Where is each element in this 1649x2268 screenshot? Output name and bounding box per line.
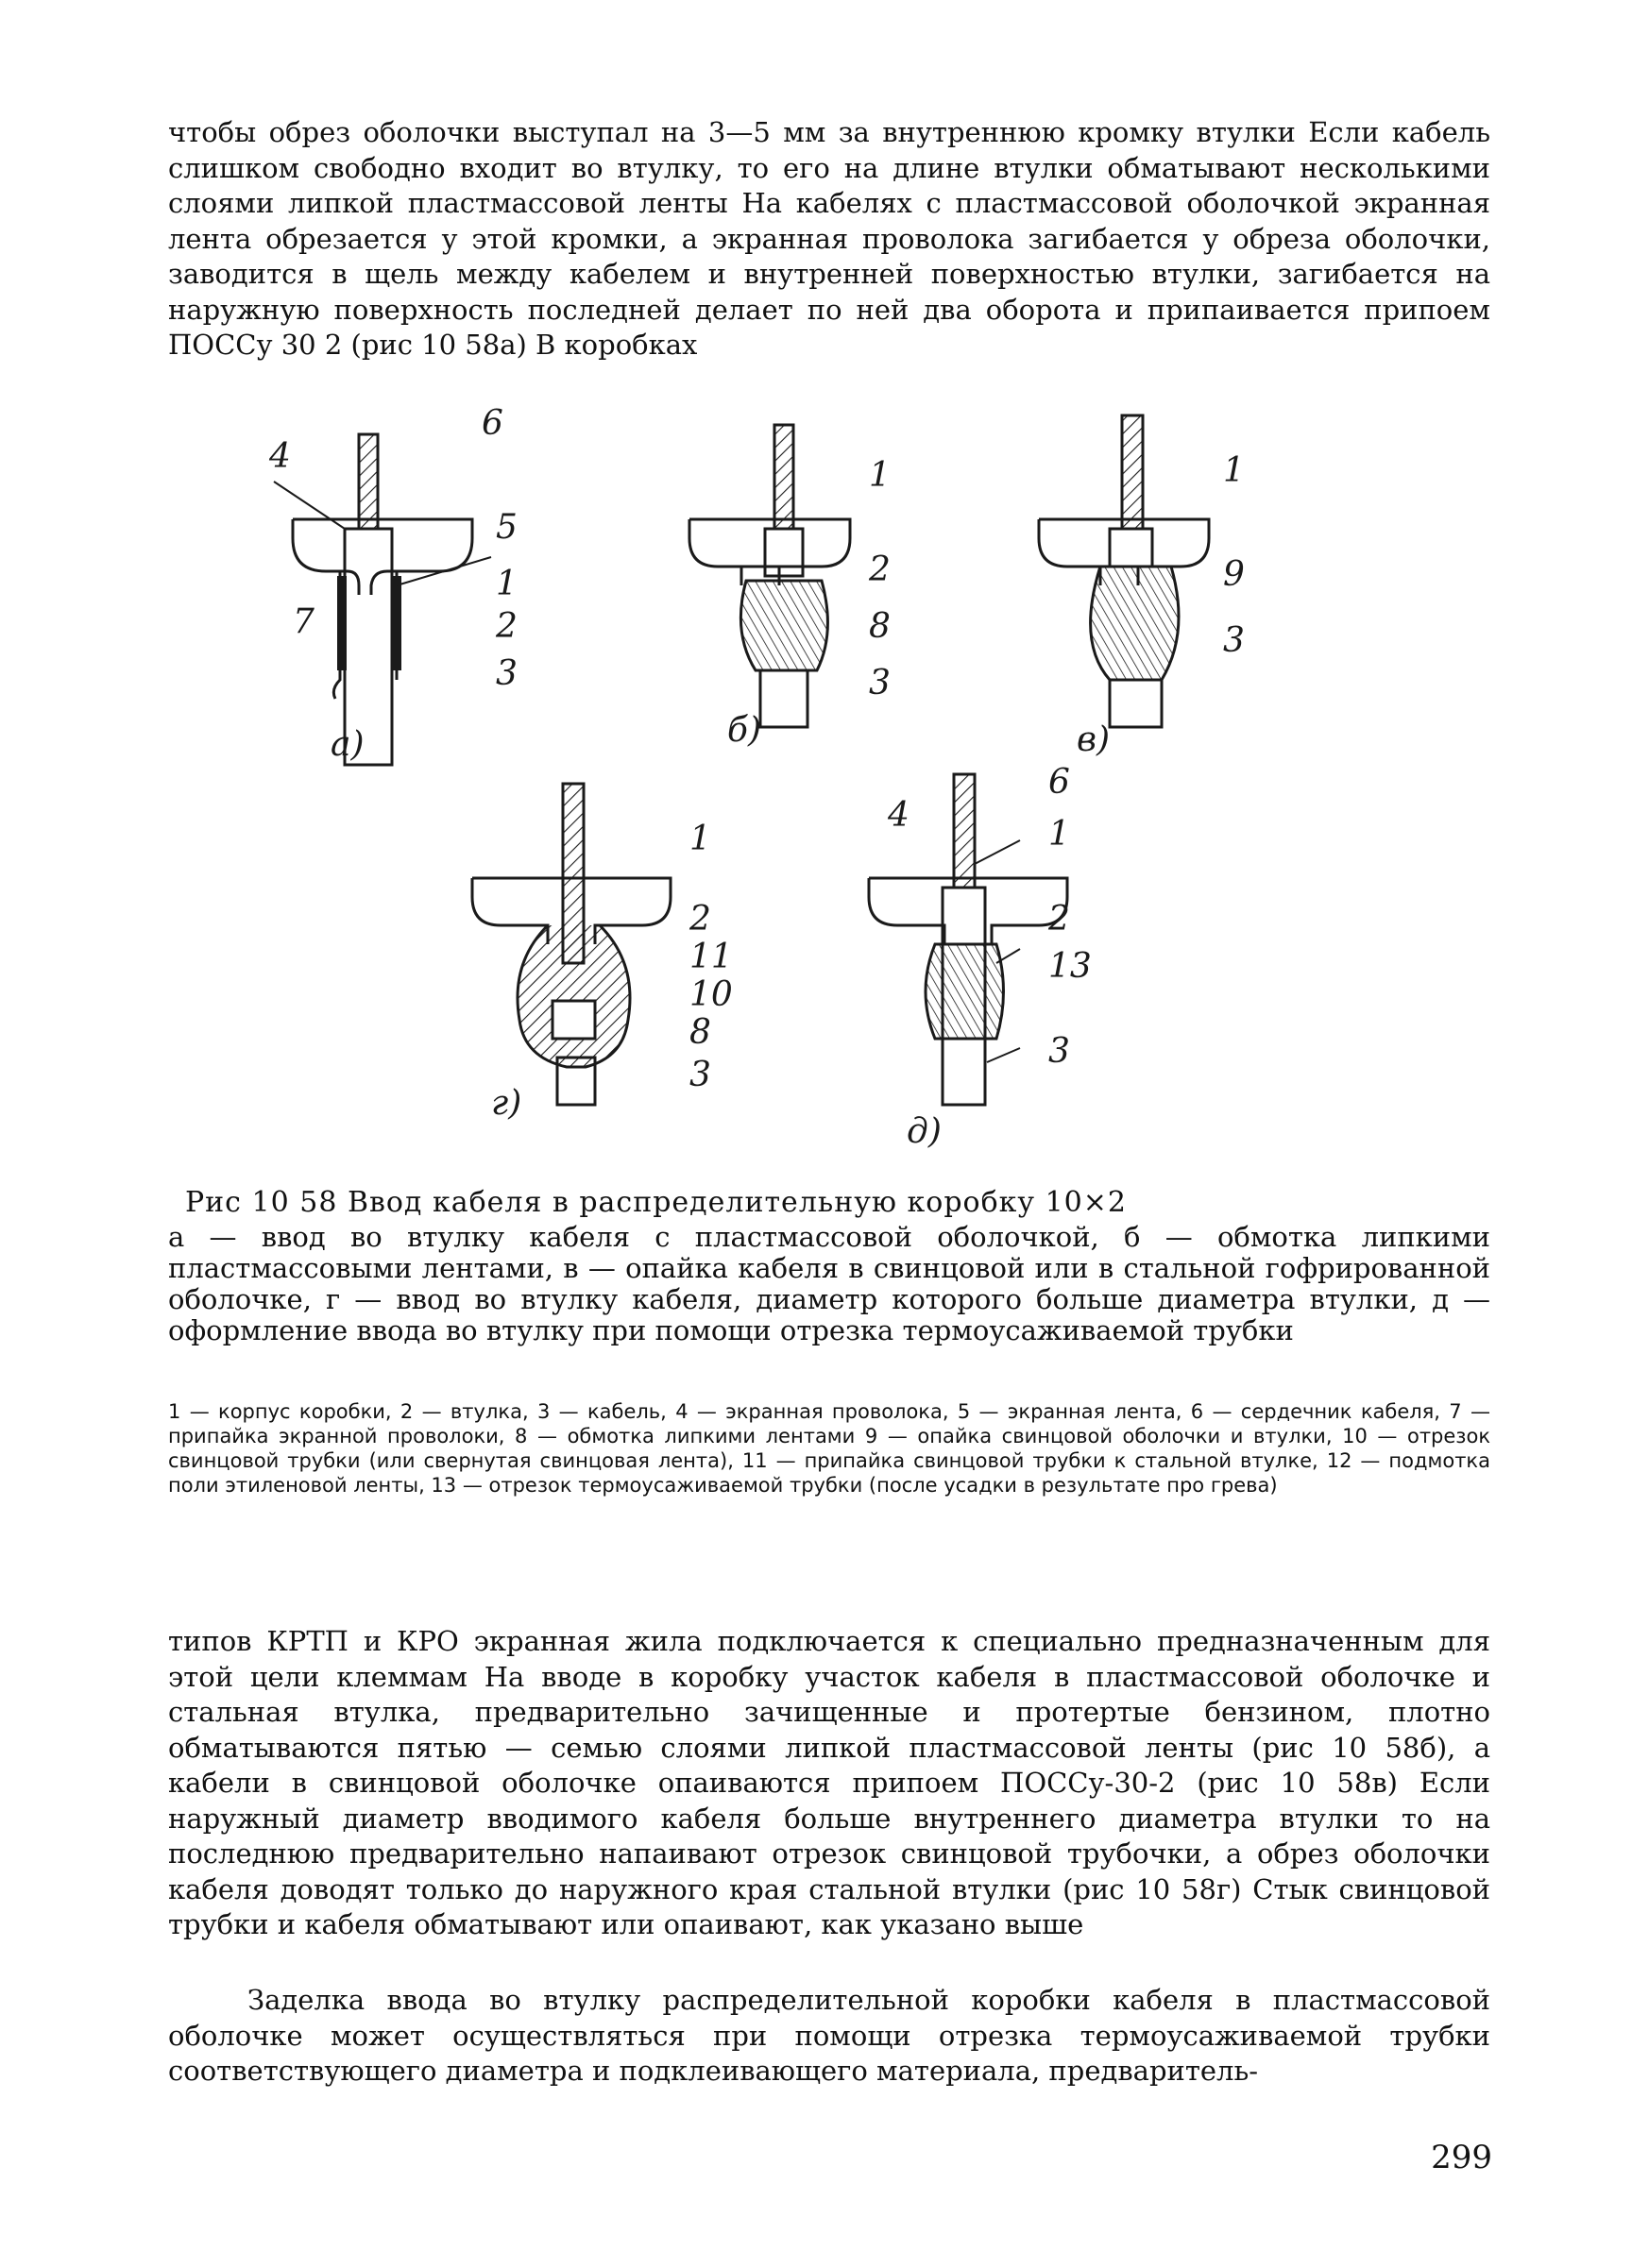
label-g-letter: г) (491, 1084, 522, 1123)
label-g-1: 1 (689, 820, 711, 858)
label-g-8: 8 (689, 1013, 711, 1052)
label-g-3: 3 (689, 1056, 711, 1094)
label-a-letter: а) (331, 725, 365, 764)
label-a-3: 3 (496, 654, 518, 693)
label-v-letter: в) (1077, 720, 1110, 759)
label-d-3: 3 (1048, 1032, 1070, 1071)
label-g-10: 10 (689, 975, 733, 1014)
label-a-6: 6 (482, 404, 503, 443)
bottom-paragraph-1: типов КРТП и КРО экранная жила подключается к специально предназначенным для этой цели клеммам На вводе в коробку участок кабеля в пластмассовой оболочке и стальная втулка, предварительно зачищенные и протертые бензином, плотно обматываются пятью — семью слоями липкой пластмассовой ленты (рис 10 58б), а кабели в свинцовой оболочке опаиваются припоем ПОССу-30-2 (рис 10 58в) Если наружный диаметр вводимого кабеля больше внутреннего диаметра втулки то на последнюю предварительно напаивают отрезок свинцовой трубочки, а обрез оболочки кабеля доводят только до наружного края стальной втулки (рис 10 58г) Стык свинцовой трубки и кабеля обматывают или опаивают, как указано выше (168, 1625, 1490, 1940)
label-d-2: 2 (1048, 900, 1070, 939)
figure-caption-body: а — ввод во втулку кабеля с пластмассовой оболочкой, б — обмотка липкими пластмассовыми лентами, в — опайка кабеля в свинцовой или в стальной гофрированной оболочке, г — ввод во втулку кабеля, диаметр которого больше диаметра втулки, д — оформление ввода во втулку при помощи отрезка термоусаживаемой трубки (168, 1221, 1490, 1346)
label-b-1: 1 (869, 456, 891, 495)
top-paragraph: чтобы обрез оболочки выступал на 3—5 мм за внутреннюю кромку втулки Если кабель слишком свободно входит во втулку, то его на длине втулки обматывают несколькими слоями липкой пластмассовой ленты На кабелях с пластмассовой оболочкой экранная лента обрезается у этой кромки, а экранная проволока загибается у обреза оболочки, заводится в щель между кабелем и внутренней поверхностью втулки, загибается на наружную поверхность последней делает по ней два оборота и припаивается припоем ПОССу 30 2 (рис 10 58а) В коробках (168, 116, 1490, 361)
variant-g-drawing (472, 784, 733, 1123)
label-a-7: 7 (293, 602, 314, 641)
variant-b-drawing (689, 425, 891, 750)
label-v-3: 3 (1223, 621, 1245, 660)
label-d-13: 13 (1048, 947, 1092, 986)
label-g-11: 11 (689, 938, 733, 976)
label-v-1: 1 (1223, 451, 1245, 490)
label-a-5: 5 (496, 508, 518, 547)
label-d-4: 4 (888, 796, 910, 835)
label-b-8: 8 (869, 607, 891, 646)
label-b-2: 2 (869, 550, 891, 589)
figure-caption-title: Рис 10 58 Ввод кабеля в распределительную коробку 10×2 (185, 1186, 1127, 1219)
label-a-2: 2 (496, 607, 518, 646)
figure-legend: 1 — корпус коробки, 2 — втулка, 3 — кабель, 4 — экранная проволока, 5 — экранная лента, 6 — сердечник кабеля, 7 — припайка экранной проволоки, 8 — обмотка липкими лентами 9 — опайка свинцовой оболочки и втулки, 10 — отрезок свинцовой трубки (или свернутая свинцовая лента), 11 — припайка свинцовой трубки к стальной втулке, 12 — подмотка поли этиленовой ленты, 13 — отрезок термоусаживаемой трубки (после усадки в результате про грева) (168, 1400, 1490, 1497)
label-d-letter: д) (907, 1112, 942, 1151)
variant-a-drawing (268, 404, 518, 765)
bottom-paragraph-2: Заделка ввода во втулку распределительной коробки кабеля в пластмассовой оболочке может осуществляться при помощи отрезка термоусаживаемой трубки соответствующего диаметра и подклеивающего материала, предваритель- (168, 1984, 1490, 2087)
label-d-6: 6 (1048, 763, 1070, 802)
label-v-9: 9 (1223, 555, 1245, 594)
label-g-2: 2 (689, 900, 711, 939)
label-a-4: 4 (269, 437, 291, 476)
label-d-1: 1 (1048, 815, 1070, 854)
page-number: 299 (1431, 2139, 1492, 2176)
figure-cable-entry (264, 397, 1511, 1152)
variant-v-drawing (1039, 415, 1245, 759)
label-b-3: 3 (869, 664, 891, 702)
variant-d-drawing (869, 763, 1092, 1151)
label-a-1: 1 (496, 565, 518, 603)
label-b-letter: б) (727, 711, 762, 750)
